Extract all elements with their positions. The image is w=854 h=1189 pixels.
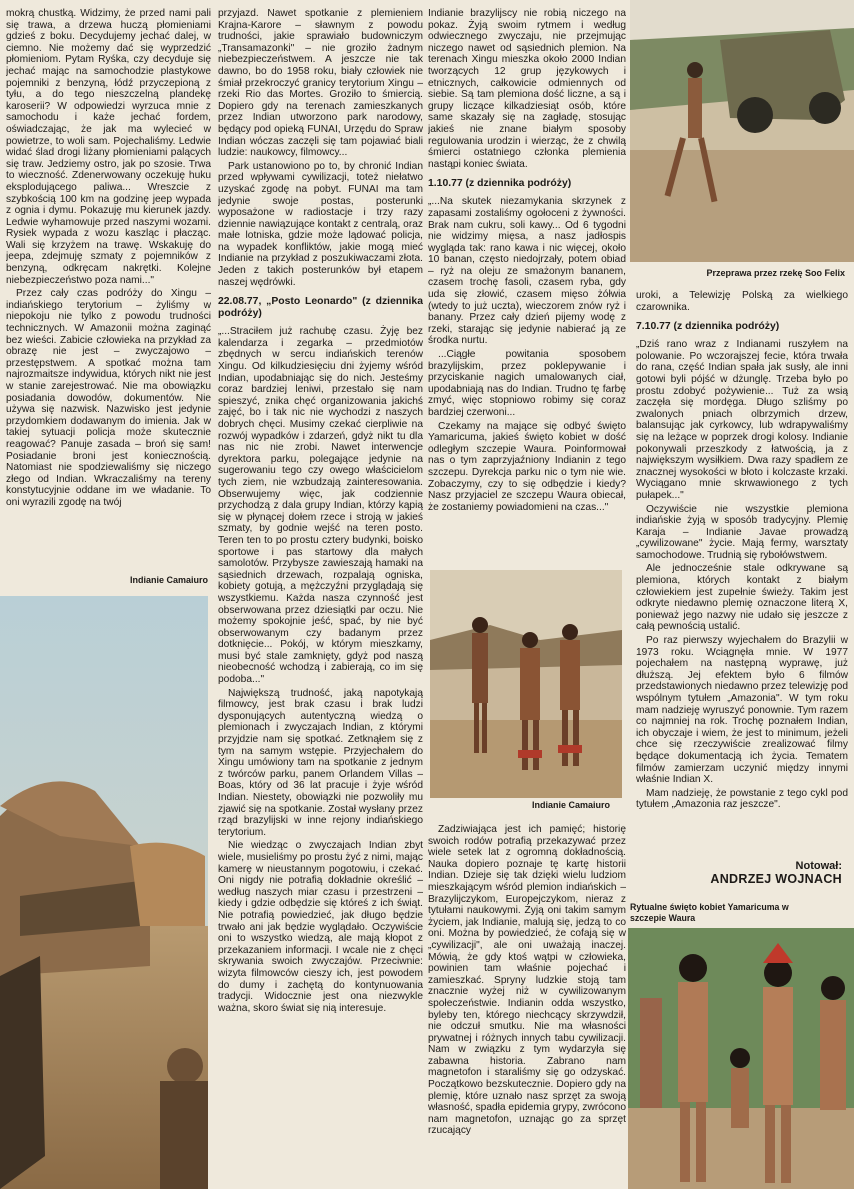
paragraph: Oczywiście nie wszystkie plemiona indiańskie żyją w sposób tradycyjny. Plemię Karaja – Indianie Javae prowadzą „cywilizowane" życie. Mają fermy, warsztaty samochodowe. Trudnią się rybołówstwem. — [636, 503, 848, 561]
article-column-3-top — [428, 8, 626, 568]
paragraph: ...Ciągłe powitania sposobem brazylijskim, przez poklepywanie i przyciskanie nagich umalowanych ciał, upodabniają nas do Indian. Trudno tę farbę zmyć, więc stopniowo robimy się coraz bardziej czerwoni... — [428, 349, 626, 418]
photo-river-crossing — [630, 0, 854, 262]
section-heading: 22.08.77, „Posto Leonardo" (z dziennika podróży) — [218, 296, 423, 320]
article-column-1 — [6, 8, 211, 580]
photo-caption-camaiuro-center: Indianie Camaiuro — [531, 800, 610, 810]
byline-label: Notował: — [795, 860, 842, 872]
paragraph: Po raz pierwszy wyjechałem do Brazylii w 1973 roku. Wciągnęła mnie. W 1977 pojechałem na następną wyprawę, już dłuższą. Jej efektem było 6 filmów przedstawionych niedawno przez telewizję pod wspólnym tytułem „Amazonia". W tym roku mam nadzieję wyruszyć ponownie. Tym razem co najmniej na rok. Trochę poznałem Indian, ich obyczaje i wiem, że jest to minimum, jeżeli chce się rzeczywiście zrealizować filmy będące dokumentacją ich życia. Tematem filmów zamierzam uczynić między innymi właśnie Indian X. — [636, 635, 848, 786]
paragraph: Przez cały czas podróży do Xingu – indiańskiego terytorium – żyliśmy w niepokoju nie tylko z powodu trudności technicznych. W Amazonii można zaginąć bez wieści. Zabicie człowieka na przykład za obrazę nie jest – zwyczajowo – przestępstwem. A spotkać można tam najrozmaitsze indywidua, których nikt nie jest w stanie zarejestrować. Nie ma obowiązku posiadania dowodów, dokumentów. Nie używa się nazwisk. Nazwisko jest jedynie przydomkiem dodawanym do imienia. Jak w takiej sytuacji policja może skutecznie reagować? Panuje zasada – broń się sam! Posiadanie broni jest koniecznością. Natomiast nie spodziewaliśmy się niczego złego od Indian. Wkraczaliśmy na tereny konstytucyjnie oddane im we władanie. To oni wyrazili zgodę na twój — [6, 288, 211, 508]
photo-yamaricuma-ritual — [628, 928, 854, 1189]
paragraph: Park ustanowiono po to, by chronić Indian przed wpływami cywilizacji, toteż niełatwo uzyskać zgodę na pobyt. FUNAI ma tam jedynie swoje postas, posterunki wyposażone w radiostacje i trzy razy dziennie nawiązujące kontakt z centralą, oraz małe lotniska, gdzie może lądować policja, na wypadek konfliktów, jakie mogą mieć Indianie na przykład z poszukiwaczami złota. Jeden z takich posterunków był etapem naszej wędrówki. — [218, 160, 423, 288]
paragraph: mokrą chustką. Widzimy, że przed nami pali się trawa, a drzewa huczą płomieniami gdzieś z boku. Decydujemy jechać dalej, w ciemno. Nie możemy dać się wyprzedzić płomieniom. Pytam Ryśka, czy decyduje się jechać mając na samochodzie plastykowe pojemniki z benzyną, łódź przyczepioną z tyłu, a do tego nieszczelną plandekę karoserii? W odpowiedzi wyrzuca mnie z samochodu i każe jechać fordem, oświadczając, że jak ma wylecieć w powietrze, to woli sam. Pojechaliśmy. Ledwie widać ślad drogi liżany płomieniami palących się traw. Jedziemy ostro, jak po szosie. Trwa to wieczność. Zdenerwowany oczekuję huku eksplodującego paliwa... Wreszcie z szybkością 100 km na godzinę jeep wypada z ognia i dymu. Pokazuję mu kierunek jazdy. Ledwie wyhamowuje przed naszymi wozami. Rysiek wypada z wozu kaszląc i płacząc. Wali się krzyżem na trawę. Wskakuję do jeepa, zdejmuję szmaty z pojemników z benzyną, odkręcam nakrętki. Kolejne niebezpieczeństwo poza nami..." — [6, 8, 211, 286]
article-column-4 — [636, 290, 848, 890]
article-column-2 — [218, 8, 423, 1180]
paragraph: Nie wiedząc o zwyczajach Indian zbyt wiele, musieliśmy po prostu żyć z nimi, mając kamerę w nieustannym pogotowiu, i czekać. Oni nigdy nie potrafią dokładnie określić – według naszych miar czasu i przestrzeni – kiedy i gdzie odbędzie się któreś z ich świąt. Nie potrafią powiedzieć, jak długo będzie trwało ani jak będzie wyglądało. Oczywiście oni to wszystko wiedzą, ale mają kłopot z przekazaniem informacji. I wcale nie z chęci skrywania swoich zwyczajów. Przeciwnie: wizyta filmowców cieszy ich, jest powodem do dumy i zachętą do kontynuowania tradycji. Widocznie jest ona niezwykle ważna, skoro świat się nią interesuje. — [218, 840, 423, 1014]
article-column-3-bottom — [428, 824, 626, 1182]
paragraph: Zadziwiająca jest ich pamięć; historię swoich rodów potrafią przekazywać przez wiele setek lat z ogromną dokładnością. Nauka dopiero poznaje tę kartę historii Indian. Dzieje się tak dzięki wielu ludziom mieszkającym wśród plemion indiańskich – Brazylijczykom, Europejczykom, nieraz z tytułami naukowymi. Żyją oni takim samym życiem, jak Indianie, malują się, jedzą to co oni. Można by powiedzieć, że cofają się w „cywilizacji", ale oni uważają inaczej. Mówią, że gdy ktoś wątpi w człowieka, powinien tam właśnie pojechać i zamieszkać. Spryny ludzkie stoją tam znacznie wyżej niż w cywilizowanym społeczeństwie. Indianin odda wszystko, byleby ten, którego niechcący skrzywdził, nie odczuł smutku. Nie ma własności prywatnej i różnych innych tabu cywilizacji. Nam w związku z tym wydarzyła się zabawna historia. Zabrano nam magnetofon i staraliśmy się go odzyskać. Początkowo bezskutecznie. Dopiero gdy na plemię, które uznało nasz sprzęt za swoją własność, spadła epidemia grypy, zwrócono nam magnetofon, uznając go za sprzęt rzucający — [428, 824, 626, 1137]
paragraph: Mam nadzieję, że powstanie z tego cykl pod tytułem „Amazonia raz jeszcze". — [636, 787, 848, 811]
photo-caption-river: Przeprawa przez rzekę Soo Felix — [706, 268, 845, 278]
paragraph: uroki, a Telewizję Polską za wielkiego czarownika. — [636, 290, 848, 313]
byline-author: ANDRZEJ WOJNACH — [710, 872, 842, 886]
photo-indian-village — [0, 596, 208, 1189]
paragraph: Największą trudność, jaką napotykają filmowcy, jest brak czasu i brak ludzi dysponujących autentyczną wiedzą o plemionach i zwyczajach Indian, z którymi przyjdzie nam się spotkać. Zetknąłem się z tym na samym wstępie. Przyjechałem do Xingu umówiony tam na spotkanie z jednym z twórców parku, panem Orlandem Villas – Boas, który od 36 lat pracuje i żyje wśród Indian. Niestety, obowiązki nie pozwoliły mu zjawić się na spotkanie. Został wysłany przez rząd brazylijski w inne rejony indiańskiego terytorium. — [218, 687, 423, 838]
paragraph: „...Straciłem już rachubę czasu. Żyję bez kalendarza i zegarka – przedmiotów zbędnych w sercu indiańskich terenów Xingu. Od kilkudziesięciu dni żyjemy wśród Indian, upodabniając się do nich. Jesteśmy coraz bardziej leniwi, przestało się nam spieszyć, znika chęć organizowania jakichś zajęć, bo i tak nic nie wychodzi z naszych dobrych chęci. Musimy czekać cierpliwie na rozwój wypadków i zdarzeń, gdyż nikt tu dla nas nic nie zrobi. Nawet interwencje dyrektora parku, polegające jedynie na sugerowaniu tego czy owego właścicielom tych ziem, nie wzbudzają zainteresowania. Obserwujemy więc, jak codziennie przychodzą z dala grupy Indian, którzy kąpią się w płynącej dołem rzece i stroją w jakieś szmaty, by godnie wejść na teren posto. Teren ten to po prostu cztery budynki, boisko sportowe i pas startowy dla małych samolotów. Przybysze zawieszają hamaki na sąsiednich drzewach, rozpalają ogniska, kobiety gotują, a mężczyźni przyglądają się wszystkiemu. Każda nasza czynność jest obserwowana przez dziesiątki par oczu. Nie możemy spokojnie jeść, spać, by nie być obserwowanym czy badanym przez dotknięcie... Pokój, w którym mieszkamy, musi być stale zamknięty, gdyż pod naszą nieobecność wchodzą i zabierają, co im się podoba..." — [218, 326, 423, 686]
paragraph: Indianie brazylijscy nie robią niczego na pokaz. Żyją swoim rytmem i według odwiecznego zwyczaju, nie przejmując niczego nawet od sąsiednich plemion. Na terenach Xingu mieszka około 2000 Indian tworzących 12 grup językowych i etnicznych, całkowicie odmiennych od siebie. Są tam plemiona dość liczne, a są i grupy liczące kilkadziesiąt osób, które same skazały się na zagładę, stosując jakieś nie znane białym sposoby regulowania urodzin i wierząc, że z chwilą śmierci ostatniego członka plemienia nastąpi koniec świata. — [428, 8, 626, 170]
byline — [636, 860, 842, 886]
photo-caption-camaiuro-left: Indianie Camaiuro — [129, 575, 209, 585]
section-heading: 7.10.77 (z dziennika podróży) — [636, 321, 780, 333]
photo-caption-yamaricuma: Rytualne święto kobiet Yamaricuma w szczepie Waura — [630, 902, 789, 923]
paragraph: „Dziś rano wraz z Indianami ruszyłem na polowanie. Po wczorajszej fecie, która trwała do rana, część Indian spała jak susły, ale inni gotowi byli pójść w dżunglę. Trzeba było po prostu zdobyć pożywienie... Tuż za wsią zaczęła się mordęga. Długo szliśmy po zwalonych pniach olbrzymich drzew, balansując jak cyrkowcy, lub wdrapywaliśmy się na leżące w poprzek drogi kolosy. Indianie pokonywali przeszkody z łatwością, ja z największym wysiłkiem. Dwa razy spadłem ze znacznej wysokości w błoto i kolczaste krzaki. Wyciągano mnie skrwawionego z tych pułapek..." — [636, 339, 848, 501]
paragraph: Ale jednocześnie stale odkrywane są plemiona, których kontakt z białym człowiekiem jest zupełnie świeży. Takim jest odkryte niedawno plemię oznaczone literą X, ponieważ jego nazwy nie udało się jeszcze z całą pewnością ustalić. — [636, 563, 848, 633]
paragraph: „...Na skutek niezamykania skrzynek z zapasami zostaliśmy ogołoceni z żywności. Brak nam cukru, soli kawy... Od 6 tygodni nie widzimy mięsa, a nasz jadłospis wygląda tak: rano kawa i nic więcej, około 10 banan, często niedojrzały, potem obiad – ryż na oleju ze smażonym bananem, czasem trochę fasoli, czasem ryba, gdy uda się złowić, czasem mięso żółwia (wtedy to już uczta), wieczorem znów ryż i banany. Przez cały dzień pijemy wodę z rzeki, starając się jedynie nabierać ją ze środka nurtu. — [428, 196, 626, 347]
paragraph: przyjazd. Nawet spotkanie z plemieniem Krajna-Karore – sławnym z powodu trudności, jakie sprawiało budowniczym „Transamazonki" – nie groziło żadnym niebezpieczeństwem. A jeszcze nie tak dawno, bo do 1958 roku, biały człowiek nie śmiał przekroczyć granicy terytorium Xingu – rzeki Rio das Mortes. Groziło to śmiercią. Dopiero gdy na terenach zamieszkanych przez Indian utworzono park narodowy, będący pod opieką FUNAI, Urzędu do Spraw Indian wóczas zaczęli się tam pojawiać biali ludzie: naukowcy, filmowcy... — [218, 8, 423, 159]
section-heading: 1.10.77 (z dziennika podróży) — [428, 178, 572, 190]
paragraph: Czekamy na mające się odbyć święto Yamaricuma, jakieś święto kobiet w dość odległym szczepie Waura. Poinformował nas o tym zaprzyjaźniony Indianin z tego szczepu. Dyrekcja parku nic o tym nie wie. Zobaczymy, czy to się odbędzie i kiedy? Nasz przyjaciel ze szczepu Waura obiecał, że zostaniemy powiadomieni na czas..." — [428, 420, 626, 513]
photo-camaiuro-dancers — [430, 570, 622, 798]
